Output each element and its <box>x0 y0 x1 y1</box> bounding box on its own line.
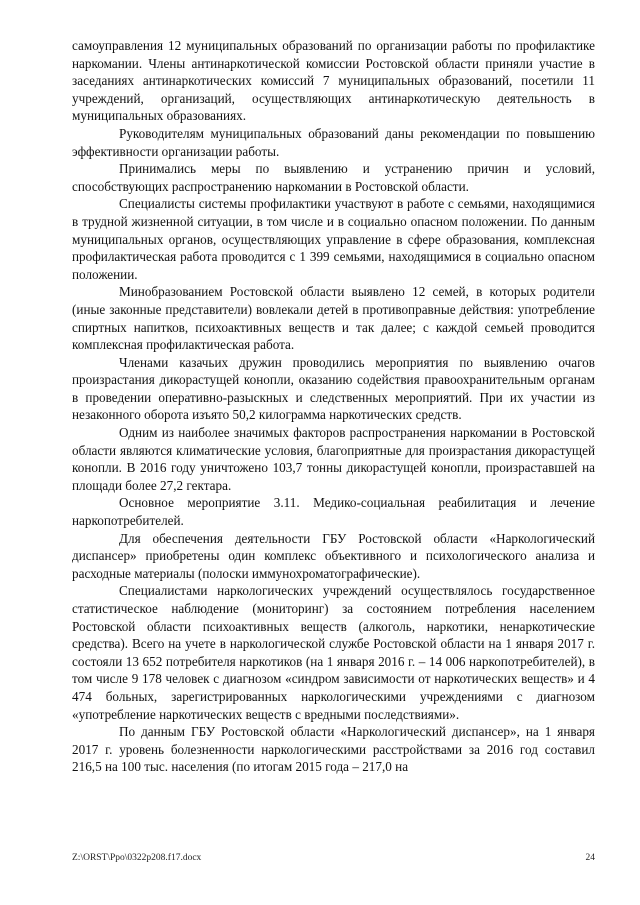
paragraph-6: Членами казачьих дружин проводились мероприятия по выявлению очагов произрастания дикорастущей конопли, оказанию содействия правоохранительным органам в проведении оперативно-разыскных и следственных мероприятий. При их участии из незаконного оборота изъято 50,2 килограмма наркотических средств. <box>72 354 595 423</box>
paragraph-3: Принимались меры по выявлению и устранению причин и условий, способствующих распространению наркомании в Ростовской области. <box>72 161 595 194</box>
paragraph-2: Руководителям муниципальных образований даны рекомендации по повышению эффективности организации работы. <box>72 125 595 159</box>
paragraph-5: Минобразованием Ростовской области выявлено 12 семей, в которых родители (иные законные представители) вовлекали детей в противоправные действия: употребление спиртных напитков, психоактивных веществ и так далее; с каждой семьей проводится комплексная профилактическая работа. <box>72 284 595 353</box>
paragraph-10: Специалистами наркологических учреждений осуществлялось государственное статистическое наблюдение (мониторинг) за состоянием потребления населением Ростовской области психоактивных веществ (алкоголь, наркотики, ненаркотические средства). Всего на учете в наркологической службе Ростовской области на 1 января 2017 г. состояли 13 652 потребителя наркотиков (на 1 января 2016 г. – 14 006 наркопотребителей), в том числе 9 178 человек с диагнозом «синдром зависимости от наркотических веществ» и 4 474 больных, зарегистрированных наркологическими учреждениями с диагнозом «употребление наркотических веществ с вредными последствиями». <box>72 583 595 722</box>
footer-page-number: 24 <box>585 853 595 863</box>
footer-file-path: Z:\ORST\Ppo\0322p208.f17.docx <box>72 853 202 863</box>
paragraph-4: Специалисты системы профилактики участвуют в работе с семьями, находящимися в трудной жизненной ситуации, в том числе и в социально опасном положении. По данным муниципальных органов, осуществляющих управление в сфере образования, комплексная профилактическая работа проводится с 1 399 семьями, находящимися в социально опасном положении. <box>72 196 595 282</box>
page-footer <box>72 852 595 864</box>
paragraph-11: По данным ГБУ Ростовской области «Наркологический диспансер», на 1 января 2017 г. уровень болезненности наркологическими расстройствами за 2016 год составил 216,5 на 100 тыс. населения (по итогам 2015 года – 217,0 на <box>72 724 595 775</box>
paragraph-7: Одним из наиболее значимых факторов распространения наркомании в Ростовской области являются климатические условия, благоприятные для произрастания дикорастущей конопли. В 2016 году уничтожено 103,7 тонны дикорастущей конопли, произраставшей на площади более 27,2 гектара. <box>72 425 595 493</box>
document-body <box>72 37 595 776</box>
paragraph-1: самоуправления 12 муниципальных образований по организации работы по профилактике наркомании. Члены антинаркотической комиссии Ростовской области приняли участие в заседаниях антинаркотических комиссий 7 муниципальных образований, посетили 11 учреждений, организаций, осуществляющих антинаркотическую деятельность в муниципальных образованиях. <box>72 38 595 124</box>
paragraph-8: Основное мероприятие 3.11. Медико-социальная реабилитация и лечение наркопотребителей. <box>72 495 595 529</box>
paragraph-9: Для обеспечения деятельности ГБУ Ростовской области «Наркологический диспансер» приобретены один комплекс объективного и психологического анализа и расходные материалы (полоски иммунохроматографические). <box>72 530 595 581</box>
